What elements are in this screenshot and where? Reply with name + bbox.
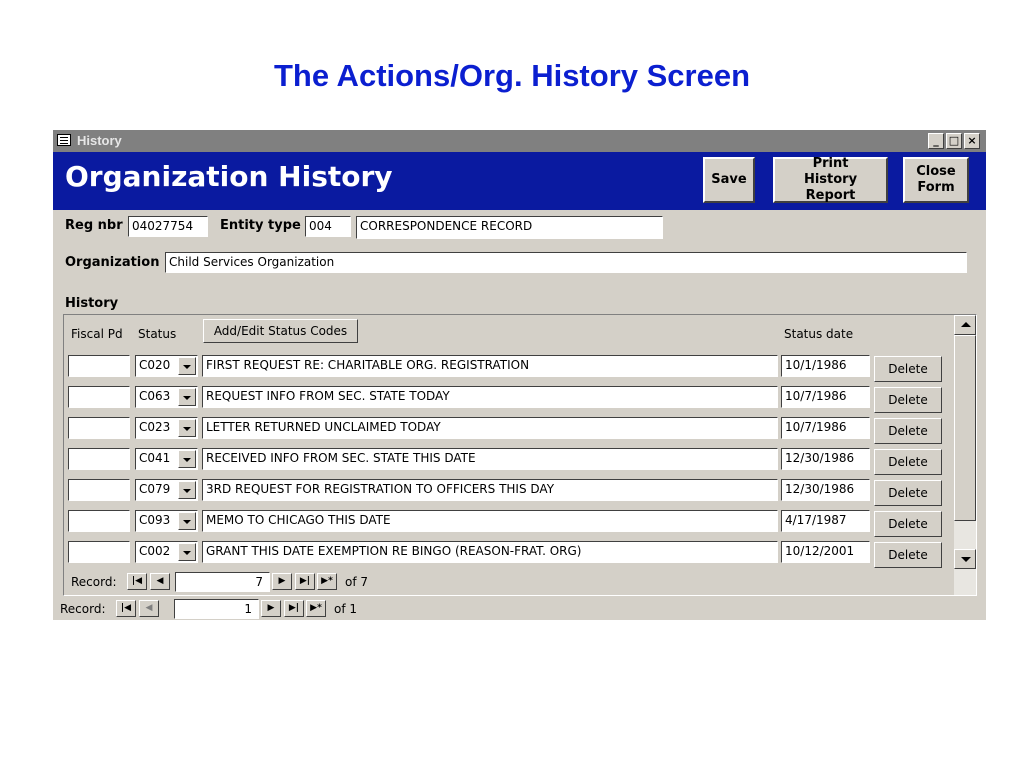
status-description-field[interactable]: RECEIVED INFO FROM SEC. STATE THIS DATE — [202, 448, 778, 470]
status-description-field[interactable]: GRANT THIS DATE EXEMPTION RE BINGO (REASON-FRAT. ORG) — [202, 541, 778, 563]
status-description-field[interactable]: FIRST REQUEST RE: CHARITABLE ORG. REGISTRATION — [202, 355, 778, 377]
status-date-field[interactable]: 12/30/1986 — [781, 479, 870, 501]
col-status-date: Status date — [784, 327, 854, 341]
entity-type-label: Entity type — [220, 218, 301, 233]
status-code-combo[interactable] — [135, 448, 198, 470]
status-code-combo[interactable] — [135, 386, 198, 408]
form-header — [53, 152, 986, 210]
status-code-value: C063 — [139, 389, 171, 403]
main-new-record-icon[interactable]: ▶* — [306, 600, 326, 617]
status-date-field[interactable]: 4/17/1987 — [781, 510, 870, 532]
organization-field[interactable]: Child Services Organization — [165, 252, 967, 273]
history-window — [53, 130, 986, 620]
status-description-field[interactable]: 3RD REQUEST FOR REGISTRATION TO OFFICERS THIS DAY — [202, 479, 778, 501]
fiscal-pd-field[interactable] — [68, 541, 130, 563]
subform-record-label: Record: — [71, 575, 117, 589]
dropdown-arrow-icon[interactable] — [178, 481, 196, 499]
entity-type-desc-field[interactable]: CORRESPONDENCE RECORD — [356, 216, 663, 239]
form-title: Organization History — [65, 160, 393, 193]
dropdown-arrow-icon[interactable] — [178, 388, 196, 406]
status-code-combo[interactable] — [135, 479, 198, 501]
minimize-button[interactable]: _ — [928, 133, 944, 149]
history-subform — [63, 314, 977, 596]
status-code-combo[interactable] — [135, 510, 198, 532]
window-titlebar — [53, 130, 986, 152]
delete-button[interactable]: Delete — [874, 418, 942, 444]
subform-of-label: of 7 — [345, 575, 369, 589]
status-description-field[interactable]: LETTER RETURNED UNCLAIMED TODAY — [202, 417, 778, 439]
slide-title: The Actions/Org. History Screen — [273, 58, 751, 93]
close-window-button[interactable]: × — [964, 133, 980, 149]
delete-button[interactable]: Delete — [874, 356, 942, 382]
status-description-field[interactable]: MEMO TO CHICAGO THIS DATE — [202, 510, 778, 532]
status-date-field[interactable]: 12/30/1986 — [781, 448, 870, 470]
delete-button[interactable]: Delete — [874, 542, 942, 568]
status-code-combo[interactable] — [135, 541, 198, 563]
delete-button[interactable]: Delete — [874, 387, 942, 413]
entity-type-code-field[interactable]: 004 — [305, 216, 351, 237]
status-date-field[interactable]: 10/7/1986 — [781, 386, 870, 408]
status-code-value: C041 — [139, 451, 171, 465]
scroll-down-icon[interactable] — [954, 549, 976, 569]
history-section-label: History — [65, 296, 119, 311]
status-code-value: C002 — [139, 544, 171, 558]
add-edit-status-codes-button[interactable]: Add/Edit Status Codes — [203, 319, 358, 343]
delete-button[interactable]: Delete — [874, 480, 942, 506]
history-row — [64, 353, 954, 384]
scroll-up-icon[interactable] — [954, 315, 976, 335]
next-record-icon[interactable]: ▶ — [272, 573, 292, 590]
dropdown-arrow-icon[interactable] — [178, 543, 196, 561]
main-record-navigator — [53, 598, 986, 620]
history-row — [64, 477, 954, 508]
new-record-icon[interactable]: ▶* — [317, 573, 337, 590]
organization-label: Organization — [65, 255, 160, 270]
col-status: Status — [138, 327, 177, 341]
subform-record-navigator — [64, 571, 954, 593]
print-history-report-button[interactable]: Print History Report — [773, 157, 888, 203]
delete-button[interactable]: Delete — [874, 449, 942, 475]
maximize-button[interactable]: □ — [946, 133, 962, 149]
previous-record-icon[interactable]: ◀ — [150, 573, 170, 590]
subform-current-record[interactable]: 7 — [175, 572, 270, 592]
fiscal-pd-field[interactable] — [68, 386, 130, 408]
reg-nbr-label: Reg nbr — [65, 218, 123, 233]
history-row — [64, 446, 954, 477]
status-code-value: C023 — [139, 420, 171, 434]
main-last-record-icon[interactable]: ▶| — [284, 600, 304, 617]
last-record-icon[interactable]: ▶| — [295, 573, 315, 590]
delete-button[interactable]: Delete — [874, 511, 942, 537]
close-form-button[interactable]: Close Form — [903, 157, 969, 203]
status-code-combo[interactable] — [135, 355, 198, 377]
fiscal-pd-field[interactable] — [68, 510, 130, 532]
status-description-field[interactable]: REQUEST INFO FROM SEC. STATE TODAY — [202, 386, 778, 408]
history-row — [64, 415, 954, 446]
status-code-combo[interactable] — [135, 417, 198, 439]
history-row — [64, 508, 954, 539]
status-date-field[interactable]: 10/1/1986 — [781, 355, 870, 377]
status-code-value: C079 — [139, 482, 171, 496]
fiscal-pd-field[interactable] — [68, 355, 130, 377]
history-row — [64, 539, 954, 570]
window-title: History — [77, 133, 122, 148]
reg-nbr-field[interactable]: 04027754 — [128, 216, 208, 237]
status-date-field[interactable]: 10/7/1986 — [781, 417, 870, 439]
main-record-label: Record: — [60, 602, 106, 616]
fiscal-pd-field[interactable] — [68, 479, 130, 501]
history-row — [64, 384, 954, 415]
vertical-scrollbar[interactable] — [954, 315, 976, 595]
form-icon — [57, 134, 71, 146]
dropdown-arrow-icon[interactable] — [178, 512, 196, 530]
fiscal-pd-field[interactable] — [68, 448, 130, 470]
status-date-field[interactable]: 10/12/2001 — [781, 541, 870, 563]
status-code-value: C093 — [139, 513, 171, 527]
dropdown-arrow-icon[interactable] — [178, 450, 196, 468]
status-code-value: C020 — [139, 358, 171, 372]
main-next-record-icon[interactable]: ▶ — [261, 600, 281, 617]
col-fiscal-pd: Fiscal Pd — [71, 327, 123, 341]
first-record-icon[interactable]: |◀ — [127, 573, 147, 590]
main-of-label: of 1 — [334, 602, 358, 616]
save-button[interactable]: Save — [703, 157, 755, 203]
dropdown-arrow-icon[interactable] — [178, 419, 196, 437]
dropdown-arrow-icon[interactable] — [178, 357, 196, 375]
main-previous-record-icon[interactable]: ◀ — [139, 600, 159, 617]
scroll-thumb[interactable] — [954, 335, 976, 521]
main-current-record[interactable]: 1 — [174, 599, 259, 619]
main-first-record-icon[interactable]: |◀ — [116, 600, 136, 617]
fiscal-pd-field[interactable] — [68, 417, 130, 439]
